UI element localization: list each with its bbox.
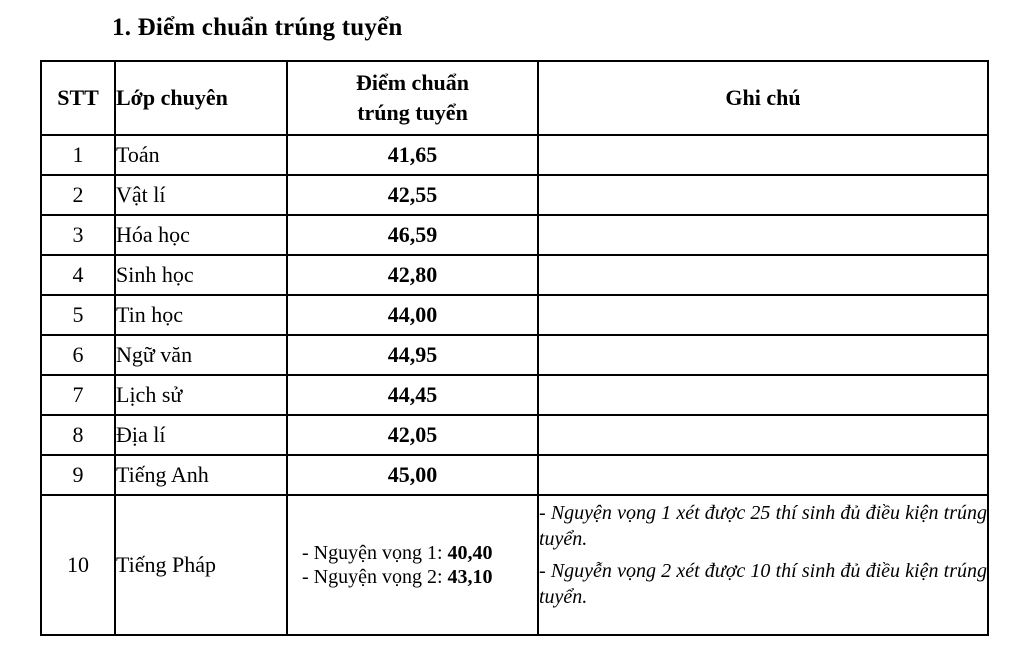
cell-class: Ngữ văn	[115, 335, 287, 375]
cell-note	[538, 215, 988, 255]
table-row-french	[41, 495, 988, 635]
cell-stt: 2	[41, 175, 115, 215]
note-2: - Nguyễn vọng 2 xét được 10 thí sinh đủ điều kiện trúng tuyển.	[539, 560, 987, 608]
admission-scores-table	[40, 60, 989, 636]
cell-class: Địa lí	[115, 415, 287, 455]
cell-note	[538, 455, 988, 495]
cell-stt: 8	[41, 415, 115, 455]
cell-class: Tiếng Anh	[115, 455, 287, 495]
header-stt: STT	[41, 61, 115, 135]
header-class: Lớp chuyên	[115, 61, 287, 135]
table-row	[41, 415, 988, 455]
cell-note	[538, 415, 988, 455]
table-row	[41, 255, 988, 295]
score-option-1: - Nguyện vọng 1: 40,40	[302, 542, 493, 564]
header-note: Ghi chú	[538, 61, 988, 135]
header-score	[287, 61, 538, 135]
cell-score: 42,55	[287, 175, 538, 215]
cell-score: 44,95	[287, 335, 538, 375]
cell-score-options	[287, 495, 538, 635]
table-row	[41, 295, 988, 335]
cell-score: 45,00	[287, 455, 538, 495]
header-score-line2: trúng tuyển	[357, 100, 468, 125]
section-heading: 1. Điểm chuẩn trúng tuyển	[112, 14, 403, 41]
cell-stt: 5	[41, 295, 115, 335]
table-row	[41, 215, 988, 255]
cell-stt: 4	[41, 255, 115, 295]
table-row	[41, 135, 988, 175]
cell-class: Lịch sử	[115, 375, 287, 415]
table-row	[41, 375, 988, 415]
cell-note	[538, 335, 988, 375]
cell-note	[538, 375, 988, 415]
cell-notes	[538, 495, 988, 635]
cell-stt: 9	[41, 455, 115, 495]
cell-stt: 6	[41, 335, 115, 375]
cell-class: Hóa học	[115, 215, 287, 255]
cell-score: 42,05	[287, 415, 538, 455]
cell-score: 44,00	[287, 295, 538, 335]
cell-note	[538, 295, 988, 335]
cell-class: Toán	[115, 135, 287, 175]
cell-note	[538, 135, 988, 175]
cell-stt: 7	[41, 375, 115, 415]
cell-stt: 1	[41, 135, 115, 175]
table-row	[41, 335, 988, 375]
cell-class: Vật lí	[115, 175, 287, 215]
cell-score: 41,65	[287, 135, 538, 175]
cell-stt: 3	[41, 215, 115, 255]
table-header-row	[41, 61, 988, 135]
table-row	[41, 455, 988, 495]
header-score-line1: Điểm chuẩn	[355, 70, 470, 95]
cell-class: Tiếng Pháp	[115, 495, 287, 635]
score-option-2: - Nguyện vọng 2: 43,10	[302, 566, 493, 588]
cell-score: 44,45	[287, 375, 538, 415]
cell-class: Tin học	[115, 295, 287, 335]
table-row	[41, 175, 988, 215]
cell-note	[538, 175, 988, 215]
cell-stt: 10	[41, 495, 115, 635]
cell-score: 46,59	[287, 215, 538, 255]
cell-score: 42,80	[287, 255, 538, 295]
cell-note	[538, 255, 988, 295]
cell-class: Sinh học	[115, 255, 287, 295]
note-1: - Nguyện vọng 1 xét được 25 thí sinh đủ điều kiện trúng tuyển.	[539, 502, 987, 550]
